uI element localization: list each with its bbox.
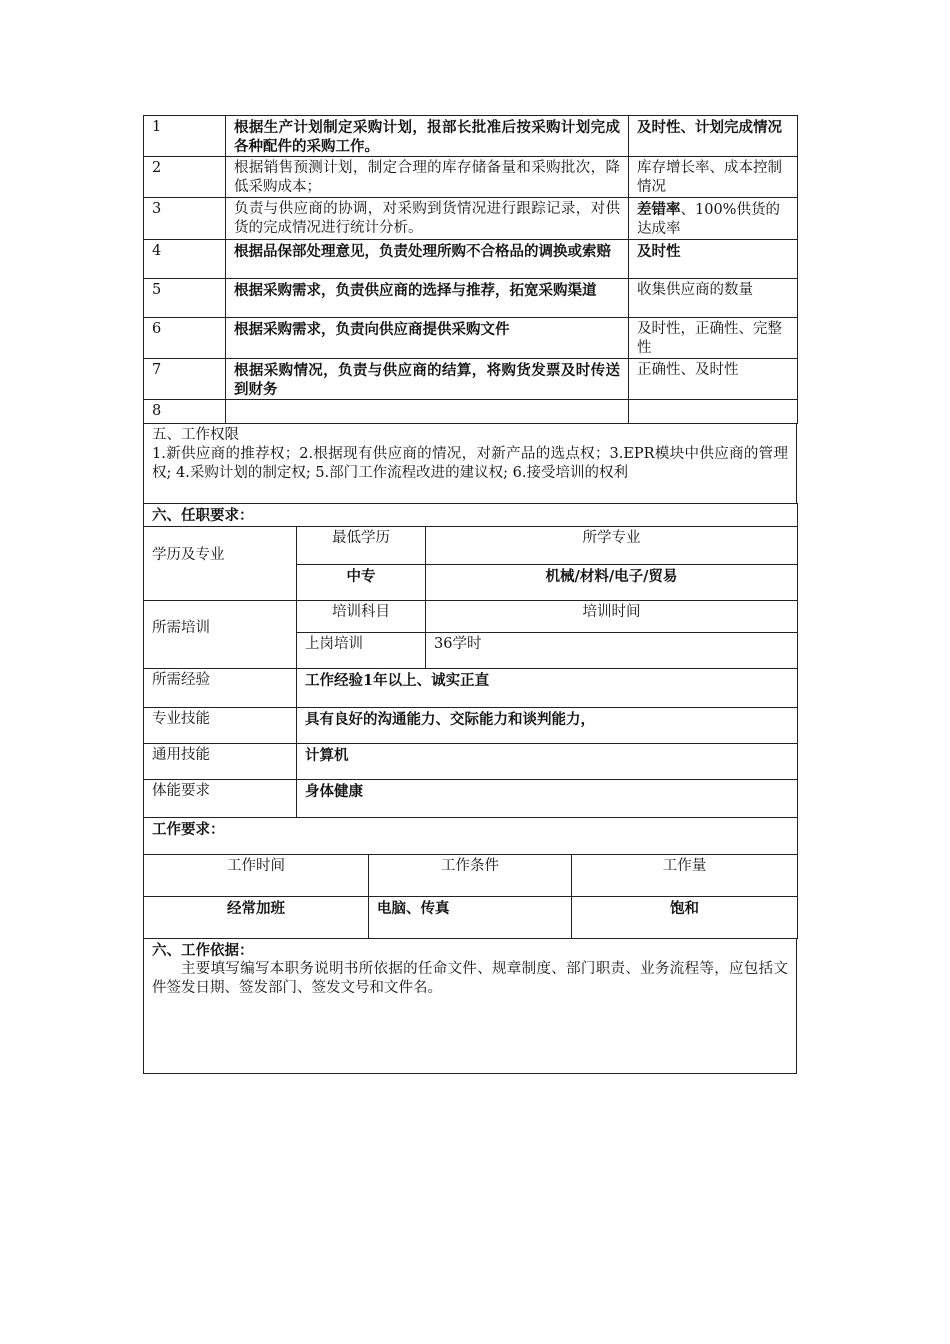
- duty-content: 根据品保部处理意见，负责处理所购不合格品的调换或索赔: [226, 240, 629, 279]
- work-time-header: 工作时间: [144, 855, 369, 897]
- duty-no: 5: [144, 279, 226, 318]
- duty-standard: 正确性、及时性: [629, 359, 798, 400]
- work-load-header: 工作量: [572, 855, 798, 897]
- duty-row: [144, 279, 798, 318]
- duty-no: 8: [144, 400, 226, 424]
- work-condition-value: 电脑、传真: [369, 897, 572, 939]
- requirements-table-2: [143, 668, 798, 818]
- basis-cell: [144, 939, 797, 1074]
- duty-content: 根据生产计划制定采购计划，报部长批准后按采购计划完成各种配件的采购工作。: [226, 116, 629, 157]
- duty-standard: 及时性、计划完成情况: [629, 116, 798, 157]
- duty-row: [144, 116, 798, 157]
- duty-standard: 及时性，正确性、完整性: [629, 318, 798, 359]
- duty-row: [144, 359, 798, 400]
- physical-label: 体能要求: [144, 780, 297, 818]
- experience-value: 工作经验1年以上、诚实正直: [297, 669, 798, 708]
- duty-standard: 及时性: [629, 240, 798, 279]
- training-time-header: 培训时间: [426, 601, 798, 633]
- duty-row: [144, 400, 798, 424]
- duty-no: 7: [144, 359, 226, 400]
- pro-skill-label: 专业技能: [144, 708, 297, 744]
- work-load-value: 饱和: [572, 897, 798, 939]
- duty-content: 负责与供应商的协调，对采购到货情况进行跟踪记录，对供货的完成情况进行统计分析。: [226, 198, 629, 240]
- training-subject-value: 上岗培训: [297, 633, 426, 669]
- general-skill-label: 通用技能: [144, 744, 297, 780]
- experience-label: 所需经验: [144, 669, 297, 708]
- basis-table: [143, 938, 797, 1074]
- duty-no: 2: [144, 157, 226, 198]
- major-header: 所学专业: [426, 527, 798, 565]
- duty-no: 6: [144, 318, 226, 359]
- duty-content: 根据采购情况，负责与供应商的结算，将购货发票及时传送到财务: [226, 359, 629, 400]
- basis-title: 六、工作依据：: [152, 942, 254, 959]
- work-condition-header: 工作条件: [369, 855, 572, 897]
- duty-standard: 库存增长率、成本控制情况: [629, 157, 798, 198]
- duty-content: 根据采购需求，负责供应商的选择与推荐，拓宽采购渠道: [226, 279, 629, 318]
- min-education-header: 最低学历: [297, 527, 426, 565]
- requirements-table: [143, 503, 798, 669]
- general-skill-value: 计算机: [297, 744, 798, 780]
- duty-row: [144, 240, 798, 279]
- authority-title: 五、工作权限: [152, 427, 239, 443]
- duty-standard-rest: 、100%供货的达成率: [637, 202, 780, 237]
- duty-standard-bold: 差错率: [637, 201, 681, 218]
- duty-row: [144, 198, 798, 240]
- duty-standard: [629, 400, 798, 424]
- work-title: 工作要求：: [144, 818, 798, 855]
- training-label: 所需培训: [144, 601, 297, 669]
- duty-no: 3: [144, 198, 226, 240]
- duty-no: 4: [144, 240, 226, 279]
- basis-text: 主要填写编写本职务说明书所依据的任命文件、规章制度、部门职责、业务流程等，应包括文件签发日期、签发部门、签发文号和文件名。: [152, 961, 788, 996]
- duty-row: [144, 318, 798, 359]
- pro-skill-value: 具有良好的沟通能力、交际能力和谈判能力，: [297, 708, 798, 744]
- authority-cell: [144, 424, 797, 504]
- authority-text: 1.新供应商的推荐权；2.根据现有供应商的情况，对新产品的选点权；3.EPR模块中供应商的管理权; 4.采购计划的制定权; 5.部门工作流程改进的建议权; 6.接受培训的权利: [152, 446, 788, 481]
- duty-standard: 收集供应商的数量: [629, 279, 798, 318]
- job-description-sheet: [143, 115, 797, 1074]
- authority-table: [143, 423, 797, 504]
- duties-table: [143, 115, 798, 424]
- training-time-value: 36学时: [426, 633, 798, 669]
- education-label: 学历及专业: [144, 527, 297, 601]
- duty-standard: [629, 198, 798, 240]
- work-time-value: 经常加班: [144, 897, 369, 939]
- physical-value: 身体健康: [297, 780, 798, 818]
- major-value: 机械/材料/电子/贸易: [426, 565, 798, 601]
- duty-content: 根据销售预测计划，制定合理的库存储备量和采购批次，降低采购成本；: [226, 157, 629, 198]
- duty-row: [144, 157, 798, 198]
- work-table: [143, 817, 798, 939]
- duty-content: 根据采购需求，负责向供应商提供采购文件: [226, 318, 629, 359]
- min-education-value: 中专: [297, 565, 426, 601]
- duty-no: 1: [144, 116, 226, 157]
- training-subject-header: 培训科目: [297, 601, 426, 633]
- duty-content: [226, 400, 629, 424]
- requirements-title: 六、任职要求：: [144, 504, 798, 527]
